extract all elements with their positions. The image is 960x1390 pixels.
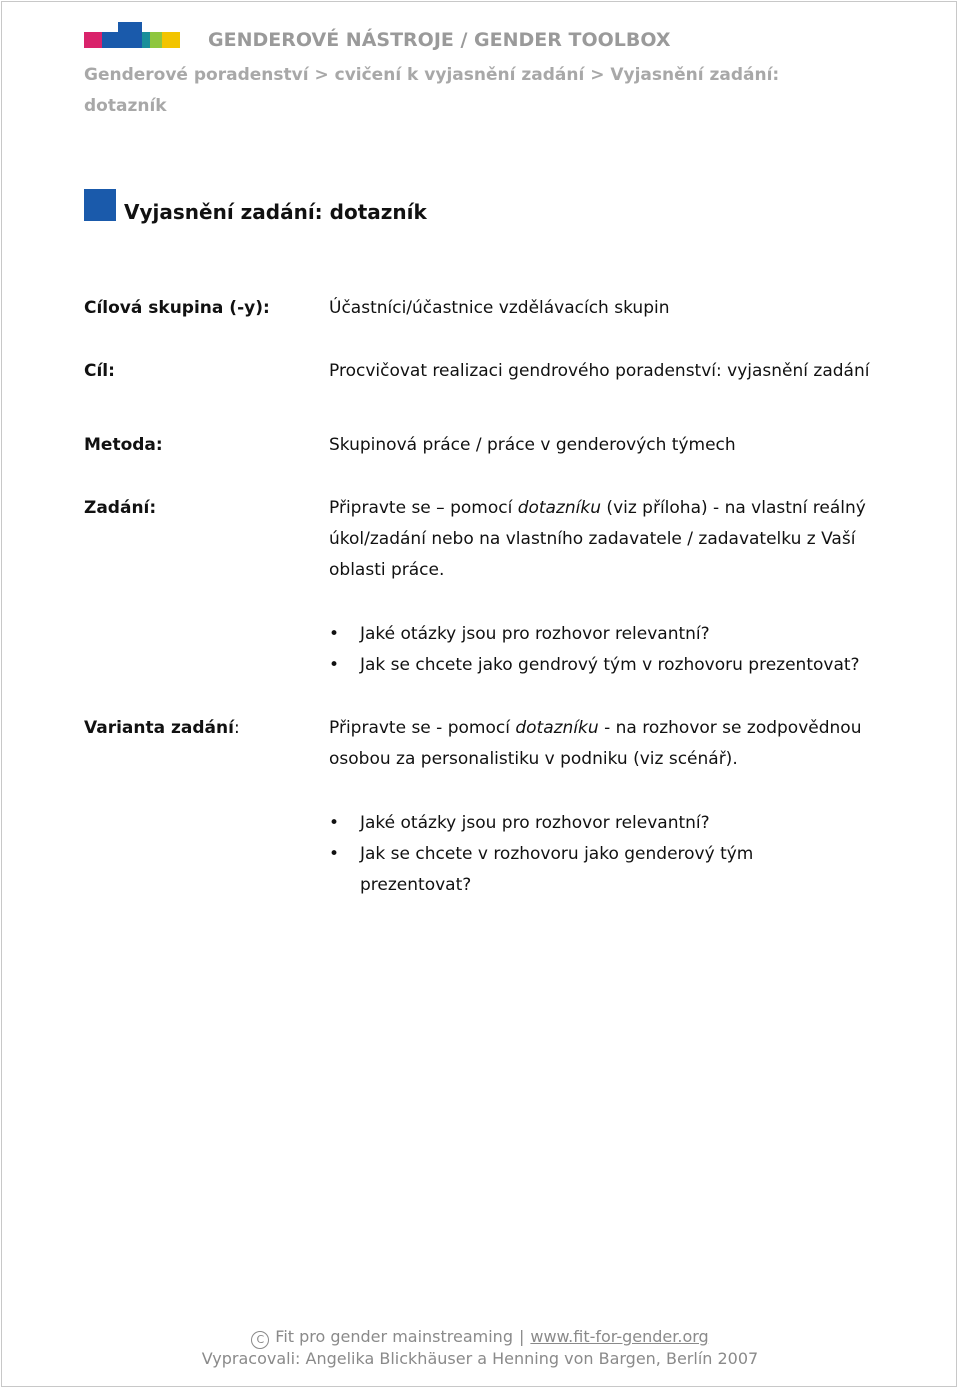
variant-text [329, 713, 889, 775]
footer-authors: Vypracovali: Angelika Blickhäuser a Henning von Bargen, Berlín 2007 [201, 1349, 759, 1368]
footer-website-link[interactable]: www.fit-for-gender.org [530, 1327, 709, 1346]
copyright-icon: C [251, 1331, 269, 1349]
list-item [329, 808, 789, 839]
variant-label-colon: : [233, 718, 240, 738]
footer-org: Fit pro gender mainstreaming [275, 1327, 513, 1346]
method-value: Skupinová práce / práce v genderových týmech [329, 435, 736, 455]
task-text [329, 493, 869, 586]
task-text-start: Připravte se – pomocí [329, 498, 518, 518]
variant-text-italic: dotazníku [515, 718, 599, 738]
toolbox-title: GENDEROVÉ NÁSTROJE / GENDER TOOLBOX [208, 29, 671, 51]
list-item-text: Jaké otázky jsou pro rozhovor relevantní? [360, 624, 710, 644]
task-question-list [329, 619, 889, 681]
section-marker-square [84, 189, 116, 221]
variant-question-list [329, 808, 789, 901]
target-group-value: Účastníci/účastnice vzdělávacích skupin [329, 298, 670, 318]
list-item-text: Jak se chcete jako gendrový tým v rozhovoru prezentovat? [360, 655, 860, 675]
logo-block-blue [102, 32, 118, 48]
target-group-label: Cílová skupina (-y): [84, 298, 270, 318]
bullet-icon: • [329, 655, 340, 675]
toolbox-logo [84, 22, 180, 48]
list-item [329, 650, 889, 681]
list-item [329, 839, 789, 901]
goal-label: Cíl: [84, 361, 115, 381]
list-item [329, 619, 889, 650]
footer-line-1 [0, 1327, 960, 1349]
logo-block-yellow [162, 32, 180, 48]
task-text-italic: dotazníku [517, 498, 602, 518]
footer-separator: | [518, 1327, 525, 1346]
page-title: Vyjasnění zadání: dotazník [124, 200, 427, 224]
bullet-icon: • [329, 813, 340, 833]
logo-block-teal [142, 32, 150, 48]
task-label: Zadání: [84, 498, 157, 518]
variant-text-start: Připravte se - pomocí [329, 718, 516, 738]
bullet-icon: • [329, 844, 340, 864]
logo-block-darkblue [118, 22, 142, 48]
variant-label-bold: Varianta zadání [84, 718, 234, 738]
method-label: Metoda: [84, 435, 163, 455]
list-item-text: Jaké otázky jsou pro rozhovor relevantní? [360, 813, 710, 833]
bullet-icon: • [329, 624, 340, 644]
variant-label [84, 718, 240, 738]
variant-text-end: - na rozhovor se zodpovědnou osobou za personalistiku v podniku (viz scénář). [329, 718, 862, 769]
breadcrumb: Genderové poradenství > cvičení k vyjasnění zadání > Vyjasnění zadání: dotazník [84, 65, 780, 116]
list-item-text: Jak se chcete v rozhovoru jako genderový tým prezentovat? [360, 844, 754, 895]
logo-block-green [150, 32, 162, 48]
task-text-end: (viz příloha) - na vlastní reálný úkol/zadání nebo na vlastního zadavatele / zadavatelku z Vaší oblasti práce. [329, 498, 866, 580]
goal-value: Procvičovat realizaci gendrového poradenství: vyjasnění zadání [329, 361, 870, 381]
logo-block-magenta [84, 32, 102, 48]
